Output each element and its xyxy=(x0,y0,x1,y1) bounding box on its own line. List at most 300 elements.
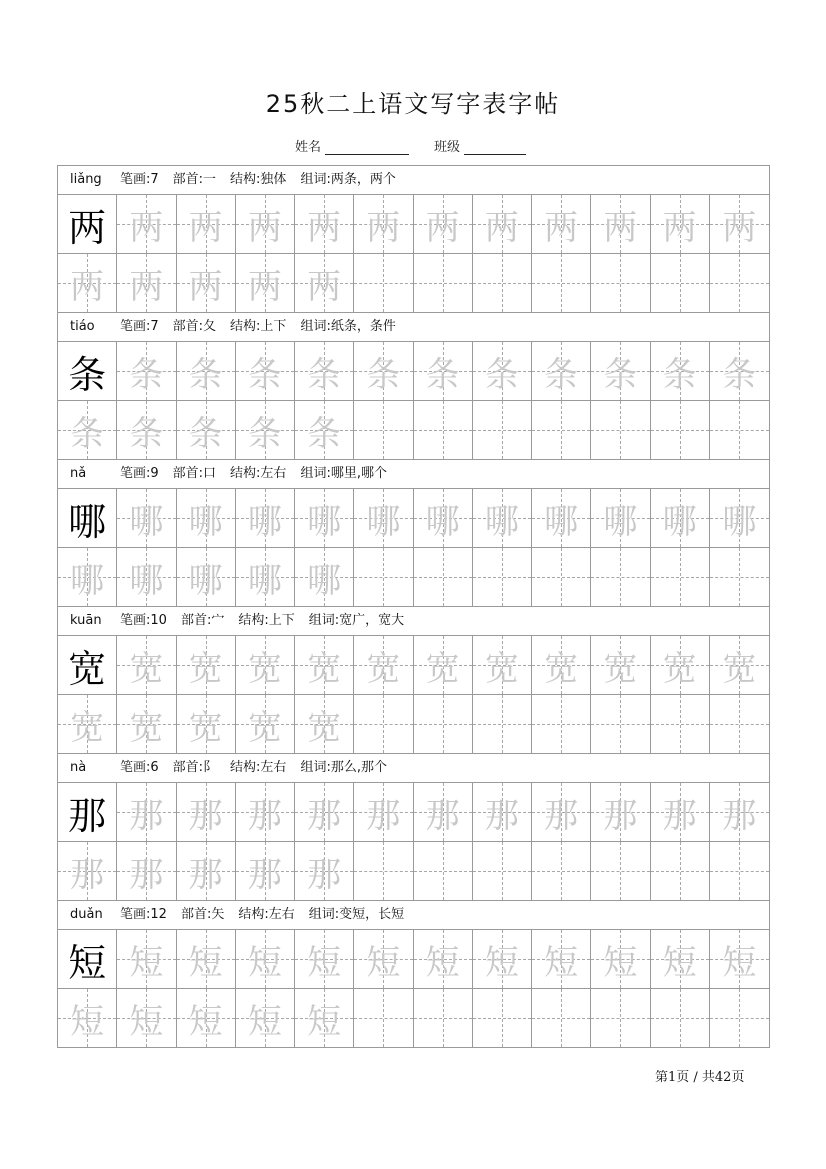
stroke-order-row xyxy=(58,930,769,989)
radical: 部首:矢 xyxy=(180,907,225,922)
char-block xyxy=(57,459,770,606)
trace-glyph: 两 xyxy=(307,266,342,307)
trace-glyph: 条 xyxy=(129,354,164,395)
trace-glyph: 条 xyxy=(247,354,282,395)
trace-glyph: 那 xyxy=(603,795,638,836)
blank-cell[interactable] xyxy=(354,989,413,1047)
practice-row xyxy=(58,548,769,606)
structure: 结构:独体 xyxy=(230,172,287,187)
trace-cell[interactable] xyxy=(710,342,769,400)
blank-cell[interactable] xyxy=(651,989,710,1047)
model-glyph: 两 xyxy=(68,205,107,250)
blank-cell[interactable] xyxy=(591,548,650,606)
structure: 结构:左右 xyxy=(230,760,287,775)
trace-glyph: 哪 xyxy=(188,560,223,601)
practice-row xyxy=(58,695,769,753)
stroke-count: 笔画:7 xyxy=(120,319,159,334)
blank-cell[interactable] xyxy=(591,401,650,459)
trace-cell[interactable] xyxy=(295,342,354,400)
radical: 部首:夂 xyxy=(172,319,217,334)
blank-cell[interactable] xyxy=(473,254,532,312)
blank-cell[interactable] xyxy=(354,548,413,606)
char-info xyxy=(58,901,769,930)
model-glyph: 条 xyxy=(68,352,107,397)
blank-cell[interactable] xyxy=(651,842,710,900)
char-info xyxy=(58,460,769,489)
trace-glyph: 那 xyxy=(188,795,223,836)
trace-cell[interactable] xyxy=(591,636,650,694)
trace-cell[interactable] xyxy=(295,489,354,547)
blank-cell[interactable] xyxy=(710,695,769,753)
stroke-order-row xyxy=(58,195,769,254)
stroke-count: 笔画:9 xyxy=(120,466,159,481)
trace-glyph: 两 xyxy=(188,266,223,307)
trace-glyph: 条 xyxy=(722,354,757,395)
blank-cell[interactable] xyxy=(473,989,532,1047)
blank-cell[interactable] xyxy=(710,842,769,900)
trace-glyph: 那 xyxy=(70,854,105,895)
trace-glyph: 宽 xyxy=(366,648,401,689)
trace-cell[interactable] xyxy=(117,842,176,900)
blank-cell[interactable] xyxy=(710,989,769,1047)
blank-cell[interactable] xyxy=(354,254,413,312)
trace-cell[interactable] xyxy=(177,254,236,312)
blank-cell[interactable] xyxy=(591,989,650,1047)
trace-glyph: 两 xyxy=(425,207,460,248)
trace-cell[interactable] xyxy=(177,695,236,753)
class-blank[interactable] xyxy=(464,140,526,155)
trace-cell[interactable] xyxy=(591,930,650,988)
trace-cell[interactable] xyxy=(473,636,532,694)
trace-cell[interactable] xyxy=(177,195,236,253)
word-examples: 组词:变短，长短 xyxy=(308,907,405,922)
blank-cell[interactable] xyxy=(414,842,473,900)
model-character[interactable] xyxy=(58,930,117,988)
trace-glyph: 哪 xyxy=(70,560,105,601)
practice-row xyxy=(58,254,769,312)
trace-glyph: 条 xyxy=(188,354,223,395)
blank-cell[interactable] xyxy=(532,254,591,312)
trace-cell[interactable] xyxy=(58,254,117,312)
trace-glyph: 那 xyxy=(129,854,164,895)
char-info xyxy=(58,313,769,342)
trace-glyph: 那 xyxy=(307,854,342,895)
trace-cell[interactable] xyxy=(532,930,591,988)
trace-cell[interactable] xyxy=(117,930,176,988)
trace-cell[interactable] xyxy=(117,401,176,459)
trace-glyph: 宽 xyxy=(129,648,164,689)
trace-cell[interactable] xyxy=(651,342,710,400)
trace-glyph: 条 xyxy=(544,354,579,395)
trace-cell[interactable] xyxy=(295,930,354,988)
trace-cell[interactable] xyxy=(532,489,591,547)
trace-cell[interactable] xyxy=(236,195,295,253)
model-glyph: 哪 xyxy=(68,499,107,544)
trace-cell[interactable] xyxy=(354,930,413,988)
blank-cell[interactable] xyxy=(710,401,769,459)
trace-glyph: 短 xyxy=(129,1001,164,1042)
trace-cell[interactable] xyxy=(532,783,591,841)
trace-glyph: 哪 xyxy=(247,560,282,601)
trace-glyph: 哪 xyxy=(129,501,164,542)
trace-cell[interactable] xyxy=(236,930,295,988)
trace-glyph: 两 xyxy=(544,207,579,248)
trace-cell[interactable] xyxy=(58,695,117,753)
trace-glyph: 宽 xyxy=(70,707,105,748)
trace-glyph: 短 xyxy=(307,1001,342,1042)
trace-glyph: 条 xyxy=(366,354,401,395)
trace-glyph: 条 xyxy=(662,354,697,395)
trace-glyph: 两 xyxy=(70,266,105,307)
model-character[interactable] xyxy=(58,636,117,694)
pinyin: nà xyxy=(70,760,87,775)
trace-cell[interactable] xyxy=(473,783,532,841)
trace-cell[interactable] xyxy=(710,783,769,841)
trace-glyph: 条 xyxy=(70,413,105,454)
trace-cell[interactable] xyxy=(651,195,710,253)
trace-cell[interactable] xyxy=(295,783,354,841)
trace-glyph: 那 xyxy=(662,795,697,836)
stroke-count: 笔画:7 xyxy=(120,172,159,187)
model-character[interactable] xyxy=(58,489,117,547)
structure: 结构:上下 xyxy=(238,613,295,628)
trace-cell[interactable] xyxy=(177,989,236,1047)
trace-glyph: 条 xyxy=(129,413,164,454)
blank-cell[interactable] xyxy=(651,548,710,606)
trace-cell[interactable] xyxy=(236,783,295,841)
trace-cell[interactable] xyxy=(414,930,473,988)
radical: 部首:阝 xyxy=(172,760,217,775)
char-block xyxy=(57,312,770,459)
blank-cell[interactable] xyxy=(473,548,532,606)
model-character[interactable] xyxy=(58,783,117,841)
trace-glyph: 宽 xyxy=(425,648,460,689)
class-label: 班级 xyxy=(433,140,460,155)
trace-glyph: 那 xyxy=(247,795,282,836)
blank-cell[interactable] xyxy=(651,401,710,459)
practice-row xyxy=(58,989,769,1047)
trace-cell[interactable] xyxy=(710,489,769,547)
trace-cell[interactable] xyxy=(414,195,473,253)
char-block xyxy=(57,165,770,312)
trace-glyph: 短 xyxy=(544,942,579,983)
page-footer: 第1页 / 共42页 xyxy=(655,1070,745,1085)
radical: 部首:宀 xyxy=(180,613,225,628)
model-character[interactable] xyxy=(58,195,117,253)
trace-cell[interactable] xyxy=(532,195,591,253)
stroke-order-row xyxy=(58,636,769,695)
trace-cell[interactable] xyxy=(473,195,532,253)
blank-cell[interactable] xyxy=(710,548,769,606)
trace-cell[interactable] xyxy=(710,930,769,988)
blank-cell[interactable] xyxy=(710,254,769,312)
trace-glyph: 宽 xyxy=(544,648,579,689)
blank-cell[interactable] xyxy=(532,842,591,900)
trace-glyph: 短 xyxy=(307,942,342,983)
trace-glyph: 两 xyxy=(247,207,282,248)
trace-glyph: 两 xyxy=(129,266,164,307)
trace-cell[interactable] xyxy=(473,342,532,400)
trace-glyph: 哪 xyxy=(662,501,697,542)
trace-glyph: 哪 xyxy=(247,501,282,542)
pinyin: tiáo xyxy=(70,319,95,334)
trace-glyph: 哪 xyxy=(188,501,223,542)
trace-glyph: 哪 xyxy=(366,501,401,542)
trace-glyph: 那 xyxy=(366,795,401,836)
trace-glyph: 短 xyxy=(188,942,223,983)
trace-cell[interactable] xyxy=(295,401,354,459)
practice-sheet xyxy=(57,165,770,1048)
trace-cell[interactable] xyxy=(591,489,650,547)
practice-row xyxy=(58,842,769,900)
trace-glyph: 宽 xyxy=(722,648,757,689)
name-label: 姓名 xyxy=(295,140,322,155)
char-block xyxy=(57,606,770,753)
trace-cell[interactable] xyxy=(651,930,710,988)
trace-cell[interactable] xyxy=(177,342,236,400)
word-examples: 组词:那么,那个 xyxy=(300,760,387,775)
trace-glyph: 短 xyxy=(722,942,757,983)
trace-cell[interactable] xyxy=(354,636,413,694)
model-glyph: 宽 xyxy=(68,646,107,691)
trace-glyph: 那 xyxy=(425,795,460,836)
trace-cell[interactable] xyxy=(236,695,295,753)
trace-cell[interactable] xyxy=(591,342,650,400)
trace-cell[interactable] xyxy=(651,783,710,841)
trace-cell[interactable] xyxy=(591,195,650,253)
trace-glyph: 宽 xyxy=(129,707,164,748)
trace-cell[interactable] xyxy=(236,842,295,900)
trace-cell[interactable] xyxy=(532,636,591,694)
blank-cell[interactable] xyxy=(414,548,473,606)
trace-glyph: 条 xyxy=(307,354,342,395)
trace-glyph: 条 xyxy=(484,354,519,395)
trace-cell[interactable] xyxy=(117,342,176,400)
trace-cell[interactable] xyxy=(236,548,295,606)
trace-cell[interactable] xyxy=(295,636,354,694)
trace-glyph: 那 xyxy=(544,795,579,836)
trace-cell[interactable] xyxy=(295,195,354,253)
trace-cell[interactable] xyxy=(117,989,176,1047)
pinyin: duǎn xyxy=(70,907,103,922)
trace-glyph: 短 xyxy=(425,942,460,983)
trace-glyph: 那 xyxy=(129,795,164,836)
blank-cell[interactable] xyxy=(414,254,473,312)
trace-cell[interactable] xyxy=(177,930,236,988)
radical: 部首:口 xyxy=(172,466,217,481)
trace-glyph: 两 xyxy=(247,266,282,307)
trace-cell[interactable] xyxy=(414,489,473,547)
trace-cell[interactable] xyxy=(177,842,236,900)
trace-cell[interactable] xyxy=(295,695,354,753)
trace-cell[interactable] xyxy=(354,783,413,841)
practice-row xyxy=(58,401,769,459)
trace-glyph: 那 xyxy=(247,854,282,895)
trace-glyph: 短 xyxy=(188,1001,223,1042)
trace-cell[interactable] xyxy=(236,254,295,312)
trace-cell[interactable] xyxy=(414,783,473,841)
model-glyph: 那 xyxy=(68,793,107,838)
trace-glyph: 宽 xyxy=(188,707,223,748)
char-info xyxy=(58,166,769,195)
trace-glyph: 哪 xyxy=(425,501,460,542)
blank-cell[interactable] xyxy=(354,401,413,459)
stroke-count: 笔画:6 xyxy=(120,760,159,775)
blank-cell[interactable] xyxy=(532,548,591,606)
radical: 部首:一 xyxy=(172,172,217,187)
name-blank[interactable] xyxy=(325,140,409,155)
name-class-line xyxy=(295,136,526,155)
trace-cell[interactable] xyxy=(473,930,532,988)
word-examples: 组词:宽广，宽大 xyxy=(308,613,405,628)
trace-glyph: 两 xyxy=(662,207,697,248)
model-glyph: 短 xyxy=(68,940,107,985)
trace-cell[interactable] xyxy=(117,636,176,694)
trace-cell[interactable] xyxy=(117,695,176,753)
trace-glyph: 两 xyxy=(603,207,638,248)
trace-cell[interactable] xyxy=(58,842,117,900)
structure: 结构:左右 xyxy=(238,907,295,922)
trace-cell[interactable] xyxy=(177,636,236,694)
trace-cell[interactable] xyxy=(236,636,295,694)
char-block xyxy=(57,900,770,1048)
trace-cell[interactable] xyxy=(651,489,710,547)
structure: 结构:左右 xyxy=(230,466,287,481)
trace-glyph: 宽 xyxy=(484,648,519,689)
model-character[interactable] xyxy=(58,342,117,400)
trace-cell[interactable] xyxy=(236,489,295,547)
trace-cell[interactable] xyxy=(117,195,176,253)
trace-glyph: 条 xyxy=(603,354,638,395)
blank-cell[interactable] xyxy=(354,695,413,753)
trace-cell[interactable] xyxy=(354,195,413,253)
trace-glyph: 哪 xyxy=(544,501,579,542)
blank-cell[interactable] xyxy=(354,842,413,900)
trace-cell[interactable] xyxy=(295,548,354,606)
trace-glyph: 两 xyxy=(129,207,164,248)
trace-cell[interactable] xyxy=(177,401,236,459)
trace-cell[interactable] xyxy=(117,783,176,841)
blank-cell[interactable] xyxy=(414,989,473,1047)
trace-cell[interactable] xyxy=(236,989,295,1047)
trace-cell[interactable] xyxy=(117,254,176,312)
trace-glyph: 条 xyxy=(247,413,282,454)
trace-glyph: 条 xyxy=(188,413,223,454)
trace-glyph: 宽 xyxy=(188,648,223,689)
char-info xyxy=(58,754,769,783)
trace-glyph: 那 xyxy=(307,795,342,836)
trace-cell[interactable] xyxy=(414,636,473,694)
structure: 结构:上下 xyxy=(230,319,287,334)
trace-cell[interactable] xyxy=(710,636,769,694)
trace-cell[interactable] xyxy=(295,842,354,900)
blank-cell[interactable] xyxy=(591,842,650,900)
trace-cell[interactable] xyxy=(414,342,473,400)
blank-cell[interactable] xyxy=(591,254,650,312)
trace-glyph: 宽 xyxy=(307,707,342,748)
word-examples: 组词:纸条，条件 xyxy=(300,319,396,334)
blank-cell[interactable] xyxy=(532,989,591,1047)
stroke-order-row xyxy=(58,783,769,842)
trace-glyph: 短 xyxy=(484,942,519,983)
pinyin: kuān xyxy=(70,613,102,628)
blank-cell[interactable] xyxy=(473,842,532,900)
trace-cell[interactable] xyxy=(710,195,769,253)
trace-glyph: 短 xyxy=(247,1001,282,1042)
trace-glyph: 那 xyxy=(722,795,757,836)
trace-glyph: 短 xyxy=(662,942,697,983)
blank-cell[interactable] xyxy=(532,401,591,459)
trace-glyph: 短 xyxy=(366,942,401,983)
trace-cell[interactable] xyxy=(177,783,236,841)
trace-cell[interactable] xyxy=(591,783,650,841)
stroke-count: 笔画:12 xyxy=(120,907,167,922)
char-block xyxy=(57,753,770,900)
trace-cell[interactable] xyxy=(532,342,591,400)
trace-cell[interactable] xyxy=(236,342,295,400)
blank-cell[interactable] xyxy=(591,695,650,753)
trace-glyph: 宽 xyxy=(307,648,342,689)
trace-glyph: 宽 xyxy=(247,648,282,689)
page-title: 25秋二上语文写字表字帖 xyxy=(265,90,561,118)
blank-cell[interactable] xyxy=(532,695,591,753)
trace-glyph: 那 xyxy=(484,795,519,836)
blank-cell[interactable] xyxy=(414,401,473,459)
trace-cell[interactable] xyxy=(354,489,413,547)
blank-cell[interactable] xyxy=(651,254,710,312)
trace-glyph: 两 xyxy=(366,207,401,248)
trace-cell[interactable] xyxy=(117,548,176,606)
blank-cell[interactable] xyxy=(473,695,532,753)
trace-cell[interactable] xyxy=(58,548,117,606)
trace-cell[interactable] xyxy=(58,401,117,459)
trace-glyph: 短 xyxy=(603,942,638,983)
trace-glyph: 短 xyxy=(70,1001,105,1042)
trace-glyph: 那 xyxy=(188,854,223,895)
word-examples: 组词:哪里,哪个 xyxy=(300,466,387,481)
trace-glyph: 宽 xyxy=(247,707,282,748)
trace-cell[interactable] xyxy=(117,489,176,547)
trace-cell[interactable] xyxy=(295,989,354,1047)
pinyin: liǎng xyxy=(70,172,102,187)
blank-cell[interactable] xyxy=(651,695,710,753)
blank-cell[interactable] xyxy=(414,695,473,753)
word-examples: 组词:两条，两个 xyxy=(300,172,396,187)
trace-glyph: 两 xyxy=(307,207,342,248)
trace-cell[interactable] xyxy=(354,342,413,400)
trace-cell[interactable] xyxy=(177,489,236,547)
blank-cell[interactable] xyxy=(473,401,532,459)
trace-glyph: 哪 xyxy=(307,560,342,601)
trace-glyph: 宽 xyxy=(662,648,697,689)
trace-cell[interactable] xyxy=(58,989,117,1047)
trace-glyph: 两 xyxy=(484,207,519,248)
trace-glyph: 条 xyxy=(425,354,460,395)
trace-glyph: 条 xyxy=(307,413,342,454)
trace-glyph: 哪 xyxy=(722,501,757,542)
trace-cell[interactable] xyxy=(177,548,236,606)
stroke-order-row xyxy=(58,342,769,401)
trace-cell[interactable] xyxy=(651,636,710,694)
trace-cell[interactable] xyxy=(236,401,295,459)
trace-glyph: 短 xyxy=(129,942,164,983)
trace-cell[interactable] xyxy=(473,489,532,547)
trace-glyph: 哪 xyxy=(603,501,638,542)
trace-glyph: 短 xyxy=(247,942,282,983)
trace-glyph: 哪 xyxy=(484,501,519,542)
trace-cell[interactable] xyxy=(295,254,354,312)
trace-glyph: 宽 xyxy=(603,648,638,689)
